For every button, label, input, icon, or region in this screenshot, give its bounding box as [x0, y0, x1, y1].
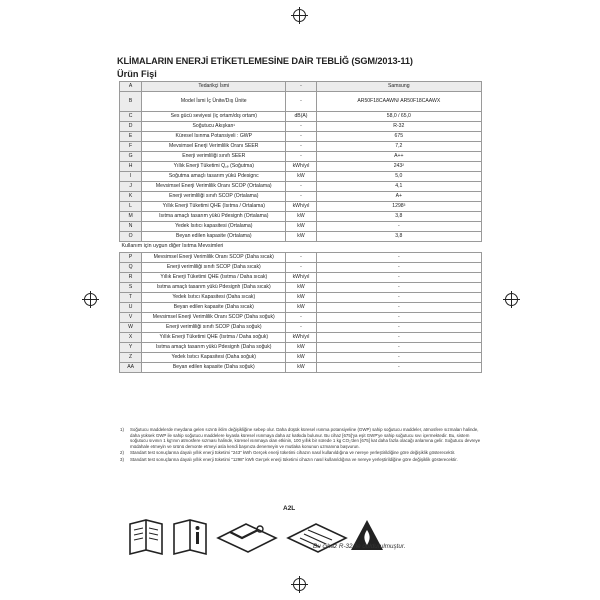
row-value: R-32: [316, 122, 481, 132]
section-heading: Kullanım için uygun diğer Isıtma Mevsimleri: [120, 242, 482, 253]
row-code: F: [120, 142, 142, 152]
registration-mark-top: [293, 9, 306, 22]
row-value: -: [316, 323, 481, 333]
row-unit: -: [286, 132, 316, 142]
row-code: J: [120, 182, 142, 192]
document-title: KLİMALARIN ENERJİ ETİKETLEMESİNE DAİR TEBLİĞ (SGM/2013-11): [117, 56, 413, 66]
row-parameter: Yedek Isıtıcı Kapasitesi (Daha soğuk): [142, 353, 286, 363]
row-value: 243²: [316, 162, 481, 172]
row-parameter: Mevsimsel Enerji Verimlilik Oranı SCOP (Daha soğuk): [142, 313, 286, 323]
table-row: [120, 333, 482, 343]
row-code: U: [120, 303, 142, 313]
row-parameter: Soğutma amaçlı tasarım yükü Pdesignc: [142, 172, 286, 182]
row-unit: kW: [286, 283, 316, 293]
row-unit: kW: [286, 232, 316, 242]
row-code: H: [120, 162, 142, 172]
table-row: [120, 232, 482, 242]
row-code: R: [120, 273, 142, 283]
row-code: C: [120, 112, 142, 122]
table-row: [120, 253, 482, 263]
row-unit: kW: [286, 222, 316, 232]
row-parameter: Küresel Isınma Potansiyeli : GWP: [142, 132, 286, 142]
row-value: A++: [316, 152, 481, 162]
row-unit: kW: [286, 303, 316, 313]
row-code: D: [120, 122, 142, 132]
document-subtitle: Ürün Fişi: [117, 69, 157, 79]
registration-mark-left: [84, 293, 97, 306]
row-parameter: Beyan edilen kapasite (Daha sıcak): [142, 303, 286, 313]
row-value: 1298³: [316, 202, 481, 212]
row-unit: kWh/yıl: [286, 273, 316, 283]
row-code: A: [120, 82, 142, 92]
info-manual-icon: [174, 520, 206, 554]
table-row: [120, 92, 482, 112]
row-value: 3,8: [316, 212, 481, 222]
row-unit: -: [286, 323, 316, 333]
table-row: [120, 303, 482, 313]
table-row: [120, 283, 482, 293]
row-code: Q: [120, 263, 142, 273]
product-fiche-table: [119, 81, 482, 373]
footnote: [120, 450, 482, 456]
table-row: [120, 192, 482, 202]
row-code: K: [120, 192, 142, 202]
footnote: [120, 427, 482, 449]
row-unit: kW: [286, 212, 316, 222]
table-row: [120, 353, 482, 363]
row-value: 58,0 / 65,0: [316, 112, 481, 122]
registration-mark-bottom: [293, 578, 306, 591]
row-value: -: [316, 293, 481, 303]
row-code: N: [120, 222, 142, 232]
row-parameter: Mevsimsel Enerji Verimlilik Oranı SCOP (Daha sıcak): [142, 253, 286, 263]
row-value: -: [316, 353, 481, 363]
row-parameter: Enerji verimliliği sınıfı SCOP (Ortalama): [142, 192, 286, 202]
table-row: [120, 363, 482, 373]
row-unit: kW: [286, 353, 316, 363]
row-unit: dB(A): [286, 112, 316, 122]
footnote-text: Standart test sonuçlarına dayalı yıllık enerji tüketimi "1298" kWh Gerçek enerji tüketimi cihazın nasıl kullanıldığına ve nereye yerleştirildiğine göre değişiklik gösterecektir.: [130, 456, 458, 462]
registration-mark-right: [505, 293, 518, 306]
row-code: T: [120, 293, 142, 303]
row-unit: kW: [286, 172, 316, 182]
refrigerant-class-badge: A2L: [283, 505, 296, 512]
row-value: 3,8: [316, 232, 481, 242]
footnote-number: 1): [120, 427, 124, 432]
footnote-number: 2): [120, 450, 124, 456]
table-row: [120, 142, 482, 152]
row-unit: kW: [286, 363, 316, 373]
row-unit: -: [286, 152, 316, 162]
footnote-text: Standart test sonuçlarına dayalı yıllık enerji tüketimi "243" kWh Gerçek enerji tüketimi cihazın nasıl kullanıldığına ve nereye yerleştirildiğine göre değişiklik gösterecektir.: [130, 450, 456, 456]
row-unit: -: [286, 313, 316, 323]
row-code: AA: [120, 363, 142, 373]
row-parameter: Enerji verimliliği sınıfı SCOP (Daha sıcak): [142, 263, 286, 273]
table-row: [120, 182, 482, 192]
row-value: Samsung: [316, 82, 481, 92]
row-value: 4,1: [316, 182, 481, 192]
table-header-row: [120, 82, 482, 92]
footnote: [120, 457, 482, 463]
row-unit: -: [286, 122, 316, 132]
read-manual-icon: [130, 520, 162, 554]
row-parameter: Mevsimsel Enerji Verimlilik Oranı SEER: [142, 142, 286, 152]
section-heading-row: [120, 242, 482, 253]
row-parameter: Ses gücü seviyesi (iç ortam/dış ortam): [142, 112, 286, 122]
table-row: [120, 132, 482, 142]
row-parameter: Yıllık Enerji Tüketimi QHE (Isıtma / Daha sıcak): [142, 273, 286, 283]
safety-icons-row: [128, 518, 428, 558]
footnote-text: Soğutucu maddelerde meydana gelen sızıntı iklim değişikliğine sebep olur. Daha düşük küresel ısınma potansiyeline (GWP) sahip soğutucu maddeler, atmosfere sızmaları halinde, daha yüksek GWP ile sahip soğutucu maddelere kıyasla küresel ısınmaya daha az katkıda bulunur. Bu cihaz [675]'ya eşit GWP'ye sahip soğutucu sıvı içermektedir. Bu, sistem soğutucu sıvının 1 kg'ının atmosfere sızması halinde, küresel ısınmaya olan etkinin, 100 yıllık bir sürede 1 kg CO₂'den [675] kat daha fazla olacağı anlamına gelir. Soğutucu devreye müdahale etmeyin ve ürünü demonte etmeyi asla kendi başınıza denemeyin ve mutlaka konunun uzmanına başvurun.: [130, 427, 481, 449]
table-row: [120, 112, 482, 122]
row-value: -: [316, 313, 481, 323]
row-code: E: [120, 132, 142, 142]
footnote-number: 3): [120, 456, 124, 462]
row-code: W: [120, 323, 142, 333]
row-parameter: Yıllık Enerji Tüketimi QHE (Isıtma / Daha soğuk): [142, 333, 286, 343]
row-code: S: [120, 283, 142, 293]
row-parameter: Beyan edilen kapasite (Daha soğuk): [142, 363, 286, 373]
row-parameter: Tedarikçi İsmi: [142, 82, 286, 92]
row-parameter: Mevsimsel Enerji Verimlilik Oranı SCOP (Ortalama): [142, 182, 286, 192]
row-value: 5,0: [316, 172, 481, 182]
row-code: L: [120, 202, 142, 212]
row-unit: -: [286, 82, 316, 92]
table-row: [120, 122, 482, 132]
row-code: V: [120, 313, 142, 323]
row-unit: kW: [286, 343, 316, 353]
row-unit: -: [286, 253, 316, 263]
refrigerant-note: Bu cihaz R-32 ile doldurulmuştur.: [313, 543, 406, 550]
row-unit: kWh/yıl: [286, 333, 316, 343]
row-unit: kW: [286, 293, 316, 303]
row-value: 7,2: [316, 142, 481, 152]
row-value: 675: [316, 132, 481, 142]
row-value: -: [316, 333, 481, 343]
row-parameter: Soğutucu Akışkan¹: [142, 122, 286, 132]
row-code: G: [120, 152, 142, 162]
table-row: [120, 222, 482, 232]
row-parameter: Model İsmi İç Ünite/Dış Ünite: [142, 92, 286, 112]
table-row: [120, 343, 482, 353]
row-unit: -: [286, 142, 316, 152]
row-code: I: [120, 172, 142, 182]
row-code: Y: [120, 343, 142, 353]
table-row: [120, 273, 482, 283]
row-value: -: [316, 283, 481, 293]
table-row: [120, 172, 482, 182]
row-unit: -: [286, 92, 316, 112]
row-parameter: Yedek Isıtıcı kapasitesi (Ortalama): [142, 222, 286, 232]
row-code: P: [120, 253, 142, 263]
row-parameter: Yıllık Enerji Tüketimi Q꜀ₑ (Soğutma): [142, 162, 286, 172]
row-code: B: [120, 92, 142, 112]
table-row: [120, 263, 482, 273]
table-row: [120, 323, 482, 333]
row-value: -: [316, 273, 481, 283]
row-value: -: [316, 363, 481, 373]
row-code: Z: [120, 353, 142, 363]
row-value: -: [316, 343, 481, 353]
table-row: [120, 202, 482, 212]
row-code: O: [120, 232, 142, 242]
row-unit: kWh/yıl: [286, 202, 316, 212]
row-value: A+: [316, 192, 481, 202]
row-value: -: [316, 222, 481, 232]
row-parameter: Enerji verimliliği sınıfı SCOP (Daha soğuk): [142, 323, 286, 333]
service-manual-icon: [218, 524, 276, 552]
footnotes: [120, 427, 482, 464]
row-code: X: [120, 333, 142, 343]
row-parameter: Enerji verimliliği sınıfı SEER: [142, 152, 286, 162]
row-parameter: Yıllık Enerji Tüketimi QHE (Isıtma / Ortalama): [142, 202, 286, 212]
table-row: [120, 212, 482, 222]
row-code: M: [120, 212, 142, 222]
row-unit: -: [286, 182, 316, 192]
table-row: [120, 293, 482, 303]
row-value: AR50F18CAAWN/ AR50F18CAAWX: [316, 92, 481, 112]
row-parameter: Isıtma amaçlı tasarım yükü Pdesignh (Ortalama): [142, 212, 286, 222]
row-value: -: [316, 253, 481, 263]
row-value: -: [316, 303, 481, 313]
table-row: [120, 152, 482, 162]
table-row: [120, 313, 482, 323]
row-unit: -: [286, 192, 316, 202]
row-value: -: [316, 263, 481, 273]
row-parameter: Isıtma amaçlı tasarım yükü Pdesignh (Daha soğuk): [142, 343, 286, 353]
row-parameter: Isıtma amaçlı tasarım yükü Pdesignh (Daha sıcak): [142, 283, 286, 293]
row-parameter: Beyan edilen kapasite (Ortalama): [142, 232, 286, 242]
table-row: [120, 162, 482, 172]
row-unit: kWh/yıl: [286, 162, 316, 172]
row-parameter: Yedek Isıtıcı Kapasitesi (Daha sıcak): [142, 293, 286, 303]
row-unit: -: [286, 263, 316, 273]
